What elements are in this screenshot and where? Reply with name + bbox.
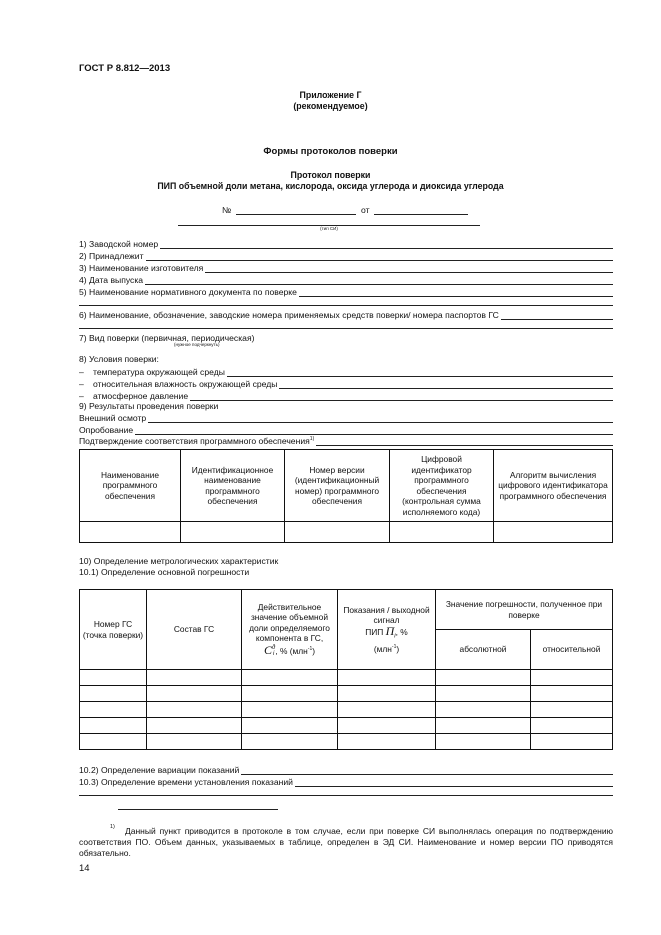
sw-header-name: Наименование программного обеспечения bbox=[80, 450, 181, 522]
section-title: Формы протоколов поверки bbox=[263, 146, 398, 157]
footnote-ref: 1) bbox=[309, 436, 315, 443]
readings-unit2-sup: -1 bbox=[391, 643, 397, 650]
err-cell[interactable] bbox=[436, 702, 531, 718]
field-humidity-label: – относительная влажность окружающей среды bbox=[79, 379, 279, 389]
si-type-hint: (тип СИ) bbox=[320, 226, 338, 231]
number-field[interactable] bbox=[236, 214, 356, 215]
err-cell[interactable] bbox=[242, 718, 338, 734]
field-owner[interactable] bbox=[79, 250, 613, 261]
err-cell[interactable] bbox=[80, 702, 147, 718]
err-cell[interactable] bbox=[80, 686, 147, 702]
err-cell[interactable] bbox=[147, 670, 242, 686]
field-settling-time-label: 10.3) Определение времени установления показаний bbox=[79, 777, 293, 787]
field-owner-label: 2) Принадлежит bbox=[79, 251, 144, 261]
field-pressure-label: – атмосферное давление bbox=[79, 391, 190, 401]
err-cell[interactable] bbox=[436, 718, 531, 734]
page-number: 14 bbox=[79, 863, 90, 874]
err-header-relative: относительной bbox=[531, 630, 613, 670]
err-cell[interactable] bbox=[147, 734, 242, 750]
err-cell[interactable] bbox=[242, 686, 338, 702]
readings-symbol: П bbox=[385, 623, 395, 638]
software-table-row[interactable] bbox=[80, 522, 613, 543]
item-10-1: 10.1) Определение основной погрешности bbox=[79, 567, 250, 577]
readings-unit2: (млн bbox=[373, 643, 392, 654]
field-serial-number[interactable] bbox=[79, 238, 613, 249]
footnote-mark: 1) bbox=[110, 824, 115, 830]
err-cell[interactable] bbox=[531, 702, 613, 718]
actual-value-symbol: C bbox=[263, 642, 272, 657]
actual-value-unit: , % (млн bbox=[275, 645, 308, 656]
err-cell[interactable] bbox=[242, 670, 338, 686]
err-cell[interactable] bbox=[242, 734, 338, 750]
err-cell[interactable] bbox=[531, 718, 613, 734]
readings-sub: i bbox=[394, 633, 396, 640]
sw-cell[interactable] bbox=[494, 522, 613, 543]
actual-value-unit-end: ) bbox=[312, 645, 316, 656]
sw-header-digital-id: Цифровой идентификатор программного обеспечения (контрольная сумма исполняемого кода) bbox=[390, 450, 494, 522]
sw-cell[interactable] bbox=[390, 522, 494, 543]
footnote-separator bbox=[118, 809, 278, 810]
err-header-gs-composition: Состав ГС bbox=[147, 590, 242, 670]
sw-cell[interactable] bbox=[285, 522, 390, 543]
error-table-row[interactable] bbox=[80, 702, 613, 718]
number-prefix: № bbox=[222, 205, 232, 215]
field-verification-type-label: 7) Вид поверки (первичная, периодическая) bbox=[79, 333, 255, 343]
field-verification-tools-label: 6) Наименование, обозначение, заводские номера применяемых средств поверки/ номера паспортов ГС bbox=[79, 310, 499, 320]
appendix-subtitle: (рекомендуемое) bbox=[293, 101, 368, 111]
err-header-readings-text: Показания / выходной сигнал bbox=[343, 604, 430, 626]
protocol-title: Протокол поверки bbox=[290, 170, 371, 180]
field-release-date[interactable] bbox=[79, 274, 613, 285]
field-manufacturer[interactable] bbox=[79, 262, 613, 273]
field-verification-tools[interactable] bbox=[79, 309, 613, 320]
field-release-date-label: 4) Дата выпуска bbox=[79, 275, 144, 285]
field-normative-doc-cont[interactable] bbox=[79, 305, 613, 306]
field-normative-doc[interactable] bbox=[79, 286, 613, 297]
err-header-readings bbox=[338, 590, 436, 670]
software-confirmation-text: Подтверждение соответствия программного обеспечения bbox=[79, 436, 310, 446]
field-visual-inspection-label: Внешний осмотр bbox=[79, 413, 147, 423]
error-table-row[interactable] bbox=[80, 686, 613, 702]
field-pressure[interactable] bbox=[79, 390, 613, 401]
err-cell[interactable] bbox=[338, 734, 436, 750]
sw-header-id-name: Идентификационное наименование программного обеспечения bbox=[181, 450, 285, 522]
err-header-actual-value-text: Действительное значение объемной доли определяемого компонента в ГС, bbox=[249, 601, 330, 644]
err-cell[interactable] bbox=[80, 670, 147, 686]
err-header-gs-number: Номер ГС (точка поверки) bbox=[80, 590, 147, 670]
appendix-title: Приложение Г bbox=[299, 90, 362, 100]
err-cell[interactable] bbox=[80, 718, 147, 734]
sw-header-version: Номер версии (идентификационный номер) программного обеспечения bbox=[285, 450, 390, 522]
err-header-error-value: Значение погрешности, полученное при поверке bbox=[436, 590, 613, 630]
software-table bbox=[79, 449, 613, 543]
err-cell[interactable] bbox=[531, 670, 613, 686]
field-testing-label: Опробование bbox=[79, 425, 134, 435]
field-variation[interactable] bbox=[79, 764, 613, 775]
field-temperature-label: – температура окружающей среды bbox=[79, 367, 227, 377]
field-manufacturer-label: 3) Наименование изготовителя bbox=[79, 263, 204, 273]
err-header-absolute: абсолютной bbox=[436, 630, 531, 670]
date-field[interactable] bbox=[374, 214, 468, 215]
field-software-confirmation[interactable] bbox=[79, 435, 613, 446]
err-cell[interactable] bbox=[80, 734, 147, 750]
field-verification-tools-cont[interactable] bbox=[79, 328, 613, 329]
error-table-row[interactable] bbox=[80, 670, 613, 686]
readings-unit: , % bbox=[395, 626, 408, 637]
err-cell[interactable] bbox=[531, 686, 613, 702]
err-header-actual-value bbox=[242, 590, 338, 670]
err-cell[interactable] bbox=[531, 734, 613, 750]
field-results-label: 9) Результаты проведения поверки bbox=[79, 401, 219, 411]
actual-value-sup: д bbox=[271, 645, 276, 652]
item-10: 10) Определение метрологических характеристик bbox=[79, 556, 279, 566]
error-table-row[interactable] bbox=[80, 734, 613, 750]
err-cell[interactable] bbox=[436, 670, 531, 686]
field-normative-doc-label: 5) Наименование нормативного документа по поверке bbox=[79, 287, 297, 297]
actual-value-sub: i bbox=[272, 651, 275, 658]
err-cell[interactable] bbox=[436, 734, 531, 750]
field-serial-number-label: 1) Заводской номер bbox=[79, 239, 159, 249]
software-table-header bbox=[80, 450, 613, 522]
err-cell[interactable] bbox=[338, 670, 436, 686]
field-software-confirmation-label bbox=[79, 436, 316, 446]
readings-prefix: ПИП bbox=[365, 626, 384, 637]
field-visual-inspection[interactable] bbox=[79, 412, 613, 423]
field-humidity[interactable] bbox=[79, 378, 613, 389]
err-cell[interactable] bbox=[147, 686, 242, 702]
field-temperature[interactable] bbox=[79, 366, 613, 377]
err-cell[interactable] bbox=[338, 686, 436, 702]
sw-cell[interactable] bbox=[181, 522, 285, 543]
err-cell[interactable] bbox=[242, 702, 338, 718]
field-conditions-label: 8) Условия поверки: bbox=[79, 354, 159, 364]
err-cell[interactable] bbox=[338, 718, 436, 734]
err-cell[interactable] bbox=[147, 718, 242, 734]
doc-code: ГОСТ Р 8.812—2013 bbox=[79, 63, 171, 74]
field-settling-time[interactable] bbox=[79, 776, 613, 787]
sw-header-algorithm: Алгоритм вычисления цифрового идентификатора программного обеспечения bbox=[494, 450, 613, 522]
err-cell[interactable] bbox=[436, 686, 531, 702]
err-cell[interactable] bbox=[338, 702, 436, 718]
readings-unit2-end: ) bbox=[396, 643, 400, 654]
footnote-text: Данный пункт приводится в протоколе в том случае, если при поверке СИ выполнялась операция по подтверждению соответствия ПО. Объем данных, указываемых в таблице, определен в ЭД СИ. Наименование и номер версии ПО приводятся обязательно. bbox=[79, 826, 613, 859]
underline-hint: (нужное подчеркнуть) bbox=[174, 342, 220, 347]
protocol-subtitle: ПИП объемной доли метана, кислорода, оксида углерода и диоксида углерода bbox=[157, 181, 504, 191]
error-table-row[interactable] bbox=[80, 718, 613, 734]
field-settling-time-cont[interactable] bbox=[79, 795, 613, 796]
actual-value-unit-sup: -1 bbox=[307, 645, 313, 652]
err-cell[interactable] bbox=[147, 702, 242, 718]
field-variation-label: 10.2) Определение вариации показаний bbox=[79, 765, 240, 775]
sw-cell[interactable] bbox=[80, 522, 181, 543]
error-table-header bbox=[80, 590, 613, 630]
date-prefix: от bbox=[361, 205, 370, 215]
error-table bbox=[79, 589, 613, 750]
field-testing[interactable] bbox=[79, 424, 613, 435]
